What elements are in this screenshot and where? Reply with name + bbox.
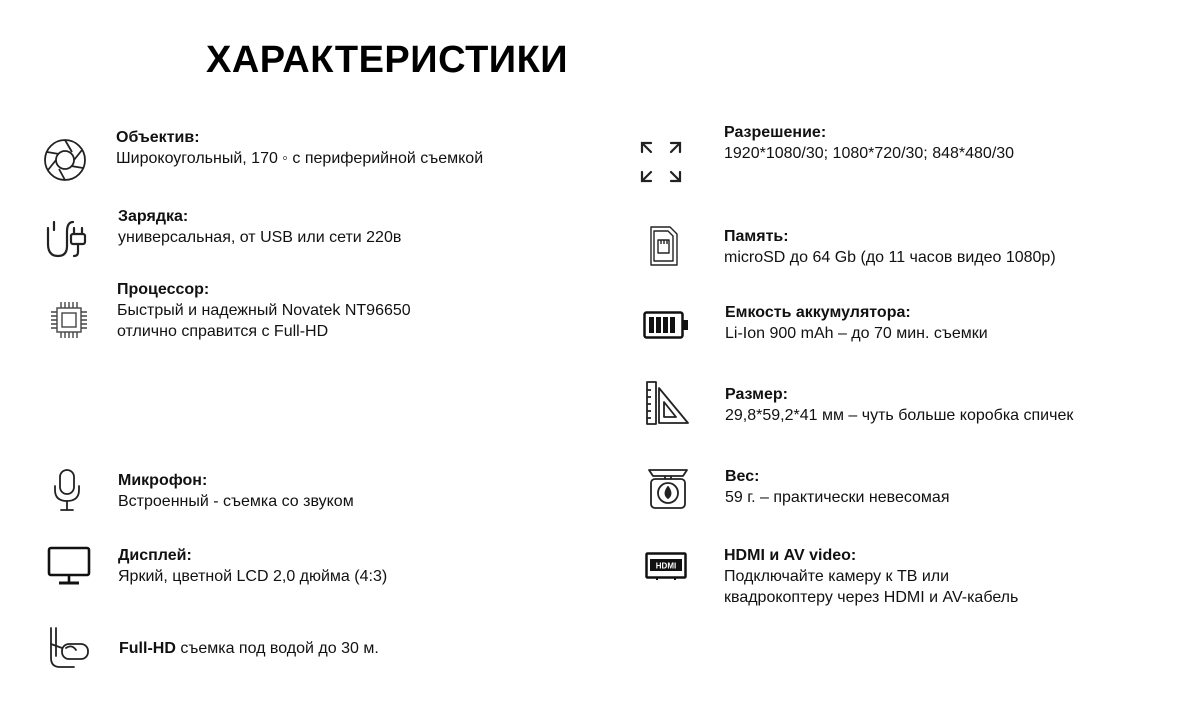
resolution-label: Разрешение: (724, 124, 827, 141)
hdmi-value-line1: Подключайте камеру к ТВ или (724, 568, 950, 585)
underwater-bold-text: Full-HD (119, 640, 176, 657)
hdmi-icon-text: HDMI (655, 561, 677, 571)
battery-label: Емкость аккумулятора: (725, 304, 911, 321)
microphone-icon (52, 468, 82, 512)
scale-icon (647, 468, 689, 510)
microphone-value: Встроенный - съемка со звуком (118, 493, 354, 510)
hdmi-value-line2: квадрокоптеру через HDMI и AV-кабель (724, 589, 1019, 606)
processor-value-line2: отлично справится с Full-HD (117, 323, 329, 340)
page-title: ХАРАКТЕРИСТИКИ (206, 39, 569, 81)
resolution-value: 1920*1080/30; 1080*720/30; 848*480/30 (724, 145, 1015, 162)
ruler-triangle-icon (645, 380, 691, 426)
underwater-text: съемка под водой до 30 м. (175, 640, 379, 657)
display-label: Дисплей: (118, 547, 192, 564)
expand-arrows-icon (640, 141, 682, 183)
memory-label: Память: (724, 228, 789, 245)
lens-value: Широкоугольный, 170 ◦ с периферийной съемкой (116, 150, 484, 167)
size-label: Размер: (725, 386, 788, 403)
weight-label: Вес: (725, 468, 760, 485)
chip-icon (47, 299, 91, 341)
size-value: 29,8*59,2*41 мм – чуть больше коробка спичек (725, 407, 1074, 424)
hdmi-icon (645, 552, 687, 582)
sd-card-icon (648, 225, 680, 267)
monitor-icon (47, 546, 91, 588)
processor-label: Процессор: (117, 281, 210, 298)
microphone-label: Микрофон: (118, 472, 208, 489)
power-plug-icon (45, 218, 89, 260)
memory-value: microSD до 64 Gb (до 11 часов видео 1080p) (724, 249, 1056, 266)
hdmi-label: HDMI и AV video: (724, 547, 857, 564)
weight-value: 59 г. – практически невесомая (725, 489, 950, 506)
battery-icon (643, 311, 689, 339)
diving-mask-icon (46, 626, 92, 670)
charging-value: универсальная, от USB или сети 220в (118, 229, 402, 246)
charging-label: Зарядка: (118, 208, 189, 225)
display-value: Яркий, цветной LCD 2,0 дюйма (4:3) (118, 568, 388, 585)
processor-value-line1: Быстрый и надежный Novatek NT96650 (117, 302, 411, 319)
aperture-icon (43, 138, 87, 182)
lens-label: Объектив: (116, 129, 200, 146)
battery-value: Li-Ion 900 mAh – до 70 мин. съемки (725, 325, 988, 342)
